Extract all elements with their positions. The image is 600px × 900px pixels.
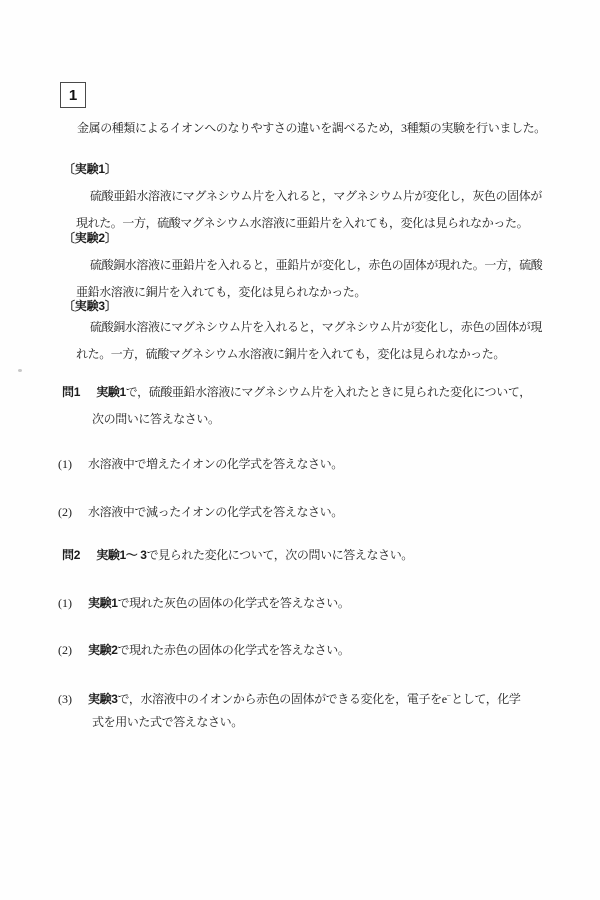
question1-text: で，硫酸亜鉛水溶液にマグネシウム片を入れたときに見られた変化について， [125, 385, 531, 399]
question2-label: 問2 [62, 548, 81, 562]
section-number: 1 [68, 86, 78, 104]
experiment1-text-line1: 硫酸亜鉛水溶液にマグネシウム片を入れると，マグネシウム片が変化し，灰色の固体が [90, 189, 542, 203]
question1-label: 問1 [62, 385, 81, 399]
question1-sub1 [58, 457, 343, 472]
question2-sub1-experiment-ref: 実験1 [88, 596, 118, 610]
experiment2-text-line2: 亜鉛水溶液に銅片を入れても，変化は見られなかった。 [76, 285, 367, 299]
question2-experiment-ref: 実験1～ 3 [96, 548, 147, 562]
question2-sub2 [58, 643, 350, 658]
question2-statement [62, 548, 413, 563]
question2-sub2-text: で現れた赤色の固体の化学式を答えなさい。 [117, 643, 350, 657]
question2-sub2-experiment-ref: 実験2 [88, 643, 118, 657]
experiment1-text-line2: 現れた。一方，硫酸マグネシウム水溶液に亜鉛片を入れても，変化は見られなかった。 [76, 216, 529, 230]
experiment3-heading: 〔実験3〕 [63, 299, 117, 313]
question1-sub2 [58, 505, 343, 520]
question2-sub3-number: (3) [58, 692, 72, 706]
question2-sub3-experiment-ref: 実験3 [88, 692, 118, 706]
question1-sub1-number: (1) [58, 457, 72, 471]
intro-text: 金属の種類によるイオンへのなりやすさの違いを調べるため，3種類の実験を行いました。 [77, 121, 546, 135]
experiment1-heading: 〔実験1〕 [63, 162, 117, 176]
experiment2-heading: 〔実験2〕 [63, 231, 117, 245]
electron-charge-superscript: − [446, 691, 452, 700]
scan-artifact-dot [18, 369, 22, 372]
question2-sub2-number: (2) [58, 643, 72, 657]
question2-text: で見られた変化について，次の問いに答えなさい。 [146, 548, 413, 562]
experiment2-text-line1: 硫酸銅水溶液に亜鉛片を入れると，亜鉛片が変化し，赤色の固体が現れた。一方，硫酸 [90, 258, 543, 272]
electron-symbol: e [441, 692, 447, 706]
question2-sub3-text-before: で，水溶液中のイオンから赤色の固体ができる変化を，電子を [117, 692, 442, 706]
experiment3-text-line1: 硫酸銅水溶液にマグネシウム片を入れると，マグネシウム片が変化し，赤色の固体が現 [90, 320, 542, 334]
section-number-box [60, 82, 86, 108]
question2-sub1-number: (1) [58, 596, 72, 610]
question2-sub1-text: で現れた灰色の固体の化学式を答えなさい。 [117, 596, 350, 610]
question2-sub3-line2: 式を用いた式で答えなさい。 [92, 715, 243, 729]
question1-experiment-ref: 実験1 [96, 385, 126, 399]
question2-sub3 [58, 688, 521, 707]
question2-sub1 [58, 596, 350, 611]
question1-statement [62, 385, 531, 400]
question1-sub2-text: 水溶液中で減ったイオンの化学式を答えなさい。 [88, 505, 343, 519]
question1-sub2-number: (2) [58, 505, 72, 519]
question2-sub3-text-after: として，化学 [451, 692, 521, 706]
question1-sub1-text: 水溶液中で増えたイオンの化学式を答えなさい。 [88, 457, 343, 471]
question1-statement-line2: 次の問いに答えなさい。 [92, 412, 220, 426]
experiment3-text-line2: れた。一方，硫酸マグネシウム水溶液に銅片を入れても，変化は見られなかった。 [76, 347, 505, 361]
